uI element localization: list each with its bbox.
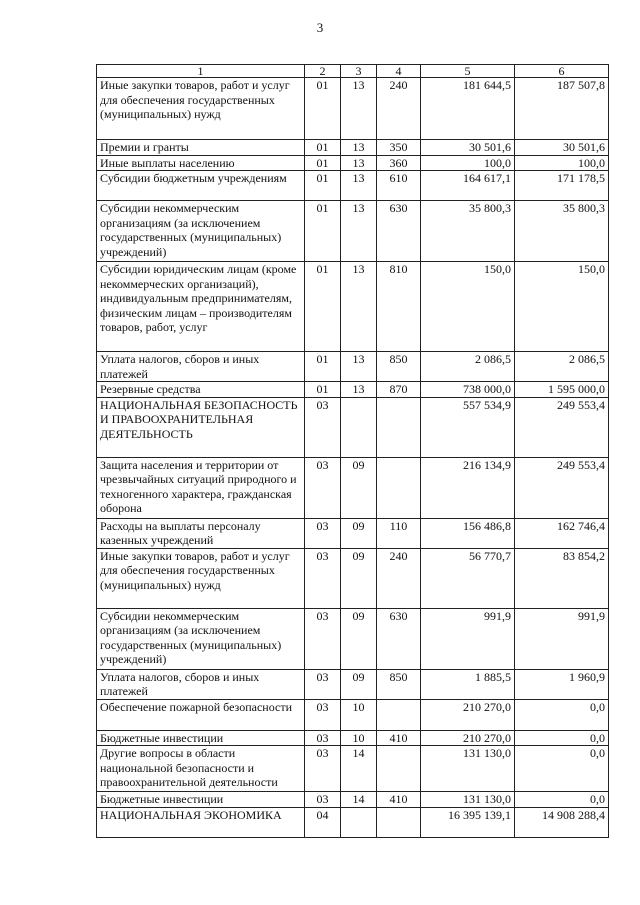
header-cell: 4 bbox=[377, 65, 421, 78]
table-row bbox=[97, 352, 609, 382]
section-code-cell: 01 bbox=[305, 352, 341, 382]
subsection-code-cell: 13 bbox=[341, 171, 377, 201]
item-name-cell: Резервные средства bbox=[97, 382, 305, 398]
item-name-cell: Уплата налогов, сборов и иных платежей bbox=[97, 352, 305, 382]
amount-col6-cell: 1 960,9 bbox=[515, 669, 609, 699]
amount-col6-cell: 162 746,4 bbox=[515, 518, 609, 548]
expense-type-code-cell: 410 bbox=[377, 792, 421, 808]
amount-col6-cell: 150,0 bbox=[515, 262, 609, 352]
section-code-cell: 03 bbox=[305, 397, 341, 457]
amount-col5-cell: 1 885,5 bbox=[421, 669, 515, 699]
section-code-cell: 04 bbox=[305, 807, 341, 837]
amount-col5-cell: 738 000,0 bbox=[421, 382, 515, 398]
subsection-code-cell: 13 bbox=[341, 262, 377, 352]
table-row bbox=[97, 518, 609, 548]
expense-type-code-cell: 610 bbox=[377, 171, 421, 201]
amount-col6-cell: 0,0 bbox=[515, 699, 609, 730]
expense-type-code-cell: 810 bbox=[377, 262, 421, 352]
header-cell: 5 bbox=[421, 65, 515, 78]
item-name-cell: Премии и гранты bbox=[97, 140, 305, 156]
amount-col6-cell: 2 086,5 bbox=[515, 352, 609, 382]
item-name-cell: Уплата налогов, сборов и иных платежей bbox=[97, 669, 305, 699]
item-name-cell: Субсидии бюджетным учреждениям bbox=[97, 171, 305, 201]
table-row bbox=[97, 382, 609, 398]
expense-type-code-cell bbox=[377, 807, 421, 837]
expense-type-code-cell: 350 bbox=[377, 140, 421, 156]
subsection-code-cell: 14 bbox=[341, 792, 377, 808]
section-code-cell: 03 bbox=[305, 518, 341, 548]
amount-col5-cell: 181 644,5 bbox=[421, 78, 515, 140]
subsection-code-cell: 09 bbox=[341, 457, 377, 518]
expense-type-code-cell: 630 bbox=[377, 201, 421, 262]
amount-col6-cell: 171 178,5 bbox=[515, 171, 609, 201]
item-name-cell: Иные выплаты населению bbox=[97, 155, 305, 171]
table-row bbox=[97, 730, 609, 746]
subsection-code-cell: 13 bbox=[341, 201, 377, 262]
amount-col5-cell: 2 086,5 bbox=[421, 352, 515, 382]
amount-col5-cell: 164 617,1 bbox=[421, 171, 515, 201]
item-name-cell: Иные закупки товаров, работ и услуг для обеспечения государственных (муниципальных) нужд bbox=[97, 548, 305, 608]
subsection-code-cell: 14 bbox=[341, 746, 377, 792]
section-code-cell: 03 bbox=[305, 457, 341, 518]
amount-col6-cell: 30 501,6 bbox=[515, 140, 609, 156]
subsection-code-cell bbox=[341, 397, 377, 457]
expense-type-code-cell bbox=[377, 457, 421, 518]
expense-type-code-cell: 110 bbox=[377, 518, 421, 548]
amount-col5-cell: 557 534,9 bbox=[421, 397, 515, 457]
item-name-cell: НАЦИОНАЛЬНАЯ БЕЗОПАСНОСТЬ И ПРАВООХРАНИТЕЛЬНАЯ ДЕЯТЕЛЬНОСТЬ bbox=[97, 397, 305, 457]
table-row bbox=[97, 201, 609, 262]
amount-col6-cell: 100,0 bbox=[515, 155, 609, 171]
subsection-code-cell: 10 bbox=[341, 699, 377, 730]
amount-col5-cell: 210 270,0 bbox=[421, 730, 515, 746]
table-row bbox=[97, 608, 609, 669]
amount-col6-cell: 0,0 bbox=[515, 746, 609, 792]
amount-col6-cell: 0,0 bbox=[515, 730, 609, 746]
table-row bbox=[97, 78, 609, 140]
amount-col6-cell: 1 595 000,0 bbox=[515, 382, 609, 398]
item-name-cell: Защита населения и территории от чрезвычайных ситуаций природного и техногенного характера, гражданская оборона bbox=[97, 457, 305, 518]
header-cell: 6 bbox=[515, 65, 609, 78]
amount-col6-cell: 14 908 288,4 bbox=[515, 807, 609, 837]
expense-type-code-cell: 240 bbox=[377, 78, 421, 140]
table-row bbox=[97, 746, 609, 792]
section-code-cell: 01 bbox=[305, 171, 341, 201]
subsection-code-cell: 13 bbox=[341, 382, 377, 398]
header-cell: 2 bbox=[305, 65, 341, 78]
subsection-code-cell: 13 bbox=[341, 78, 377, 140]
table-row bbox=[97, 807, 609, 837]
amount-col6-cell: 187 507,8 bbox=[515, 78, 609, 140]
amount-col5-cell: 30 501,6 bbox=[421, 140, 515, 156]
expense-type-code-cell bbox=[377, 397, 421, 457]
section-code-cell: 03 bbox=[305, 669, 341, 699]
expense-type-code-cell: 360 bbox=[377, 155, 421, 171]
amount-col5-cell: 131 130,0 bbox=[421, 746, 515, 792]
table-row bbox=[97, 171, 609, 201]
amount-col5-cell: 210 270,0 bbox=[421, 699, 515, 730]
item-name-cell: Бюджетные инвестиции bbox=[97, 792, 305, 808]
page-number: 3 bbox=[316, 20, 324, 35]
amount-col5-cell: 35 800,3 bbox=[421, 201, 515, 262]
item-name-cell: НАЦИОНАЛЬНАЯ ЭКОНОМИКА bbox=[97, 807, 305, 837]
subsection-code-cell: 13 bbox=[341, 352, 377, 382]
subsection-code-cell: 13 bbox=[341, 140, 377, 156]
table-row bbox=[97, 262, 609, 352]
amount-col6-cell: 991,9 bbox=[515, 608, 609, 669]
expense-type-code-cell: 630 bbox=[377, 608, 421, 669]
expense-type-code-cell bbox=[377, 699, 421, 730]
table-row bbox=[97, 669, 609, 699]
expense-type-code-cell: 870 bbox=[377, 382, 421, 398]
section-code-cell: 01 bbox=[305, 262, 341, 352]
section-code-cell: 01 bbox=[305, 78, 341, 140]
subsection-code-cell: 09 bbox=[341, 518, 377, 548]
subsection-code-cell: 13 bbox=[341, 155, 377, 171]
table-row bbox=[97, 397, 609, 457]
header-row bbox=[97, 65, 609, 78]
table-row bbox=[97, 457, 609, 518]
amount-col5-cell: 56 770,7 bbox=[421, 548, 515, 608]
table-row bbox=[97, 792, 609, 808]
item-name-cell: Субсидии некоммерческим организациям (за исключением государственных (муниципальных) учреждений) bbox=[97, 201, 305, 262]
amount-col5-cell: 991,9 bbox=[421, 608, 515, 669]
section-code-cell: 03 bbox=[305, 792, 341, 808]
item-name-cell: Расходы на выплаты персоналу казенных учреждений bbox=[97, 518, 305, 548]
budget-table bbox=[96, 64, 609, 838]
amount-col6-cell: 249 553,4 bbox=[515, 457, 609, 518]
item-name-cell: Субсидии юридическим лицам (кроме некоммерческих организаций), индивидуальным предпринимателям, физическим лицам – производителям товаров, работ, услуг bbox=[97, 262, 305, 352]
amount-col5-cell: 131 130,0 bbox=[421, 792, 515, 808]
table-row bbox=[97, 699, 609, 730]
subsection-code-cell: 10 bbox=[341, 730, 377, 746]
subsection-code-cell bbox=[341, 807, 377, 837]
section-code-cell: 03 bbox=[305, 608, 341, 669]
table-row bbox=[97, 140, 609, 156]
amount-col6-cell: 83 854,2 bbox=[515, 548, 609, 608]
amount-col6-cell: 0,0 bbox=[515, 792, 609, 808]
amount-col5-cell: 100,0 bbox=[421, 155, 515, 171]
section-code-cell: 01 bbox=[305, 201, 341, 262]
item-name-cell: Другие вопросы в области национальной безопасности и правоохранительной деятельности bbox=[97, 746, 305, 792]
amount-col5-cell: 150,0 bbox=[421, 262, 515, 352]
header-cell: 1 bbox=[97, 65, 305, 78]
amount-col5-cell: 216 134,9 bbox=[421, 457, 515, 518]
section-code-cell: 01 bbox=[305, 382, 341, 398]
subsection-code-cell: 09 bbox=[341, 548, 377, 608]
expense-type-code-cell: 850 bbox=[377, 669, 421, 699]
table-row bbox=[97, 155, 609, 171]
expense-type-code-cell: 410 bbox=[377, 730, 421, 746]
amount-col6-cell: 249 553,4 bbox=[515, 397, 609, 457]
expense-type-code-cell bbox=[377, 746, 421, 792]
subsection-code-cell: 09 bbox=[341, 669, 377, 699]
section-code-cell: 03 bbox=[305, 699, 341, 730]
item-name-cell: Иные закупки товаров, работ и услуг для обеспечения государственных (муниципальных) нужд bbox=[97, 78, 305, 140]
item-name-cell: Обеспечение пожарной безопасности bbox=[97, 699, 305, 730]
item-name-cell: Бюджетные инвестиции bbox=[97, 730, 305, 746]
section-code-cell: 03 bbox=[305, 730, 341, 746]
table-row bbox=[97, 548, 609, 608]
expense-type-code-cell: 240 bbox=[377, 548, 421, 608]
item-name-cell: Субсидии некоммерческим организациям (за исключением государственных (муниципальных) учреждений) bbox=[97, 608, 305, 669]
section-code-cell: 03 bbox=[305, 548, 341, 608]
expense-type-code-cell: 850 bbox=[377, 352, 421, 382]
amount-col5-cell: 16 395 139,1 bbox=[421, 807, 515, 837]
header-cell: 3 bbox=[341, 65, 377, 78]
section-code-cell: 03 bbox=[305, 746, 341, 792]
amount-col6-cell: 35 800,3 bbox=[515, 201, 609, 262]
section-code-cell: 01 bbox=[305, 155, 341, 171]
amount-col5-cell: 156 486,8 bbox=[421, 518, 515, 548]
subsection-code-cell: 09 bbox=[341, 608, 377, 669]
section-code-cell: 01 bbox=[305, 140, 341, 156]
